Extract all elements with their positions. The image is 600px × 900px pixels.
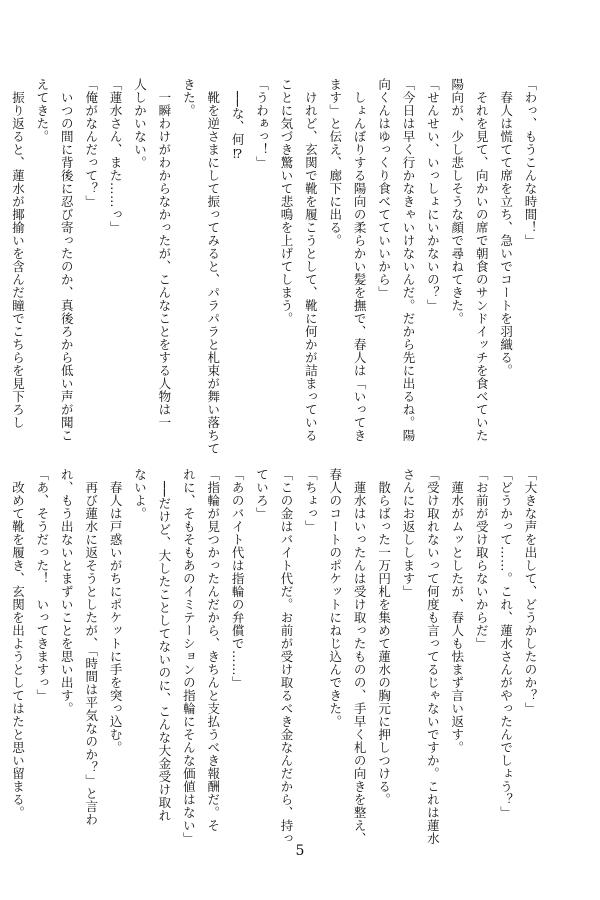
text-line: ことに気づき驚いて悲鳴を上げてしまう。 [278,78,294,325]
text-line: 蓮水はいったんは受け取ったものの、手早く札の向きを整え、 [352,468,368,845]
text-line: けれど、玄関で靴を履こうとして、靴に何かが詰まっている [303,78,319,442]
text-line: 「今日は早く行かなきゃいけないんだ。だから先に出るね。陽 [400,78,416,442]
text-line: れに、そもそもあのイミテーションの指輪にそんな価値はない」 [181,468,197,845]
text-line: 「あ、そうだった！ いってきますっ」 [34,468,50,702]
text-line: ます」と伝え、廊下に出る。 [327,78,343,247]
text-line: 蓮水がムッとしたが、春人も怯まず言い返す。 [449,468,465,754]
text-line: 再び蓮水に返そうとしたが、「時間は平気なのか？」と言わ [83,468,99,826]
text-line: 「わっ、もうこんな時間！」 [523,78,538,247]
text-line: ないよ。 [132,468,148,520]
text-line: 改めて靴を履き、玄関を出ようとしてはたと思い留まる。 [10,468,26,819]
text-line: 「指輪が見つかったんだから、きちんと支払うべき報酬だ。そ [205,468,221,832]
text-line: 春人のコートのポケットにねじ込んできた。 [327,468,343,728]
text-line: きた。 [181,78,197,117]
text-line: さんにお返しします」 [400,468,416,598]
text-line: 散らばった一万円札を集めて蓮水の胸元に押しつける。 [376,468,392,806]
text-line: 向くんはゆっくり食べてていいから」 [376,78,392,299]
text-line: 「この金はバイト代だ。お前が受け取るべき金なんだから、持っ [278,468,294,845]
text-line: れ、もう出ないとまずいことを思い出す。 [59,468,75,715]
text-line: 陽向が、少し悲しそうな顔で尋ねてきた。 [449,78,465,325]
text-line: 振り返ると、蓮水が揶揄いを含んだ瞳でこちらを見下ろし [10,78,26,429]
text-line: ていろ」 [254,468,270,520]
text-line: 「せんせい、いっしょにいかないの？」 [425,78,441,312]
text-line: 「俺がなんだって？」 [83,78,99,208]
text-line: 「蓮水さん、また……っ」 [108,78,124,234]
text-line: 春人は慌てて席を立ち、急いでコートを羽織る。 [498,78,514,377]
text-line: ──だけど、大したことしてないのに、こんな大金受け取れ [156,468,172,823]
text-line: 「ちょっ」 [303,468,319,533]
text-line: それを見て、向かいの席で朝食のサンドイッチを食べていた [474,78,490,442]
top-text-block [10,78,542,455]
page-number: 5 [295,843,305,859]
text-line: いつの間に背後に忍び寄ったのか、真後ろから低い声が聞こ [59,78,75,442]
text-line: 「お前が受け取らないからだ」 [474,468,490,650]
text-line: 「どうかって……。これ、蓮水さんがやったんでしょう？」 [498,468,514,819]
text-line: 一瞬わけがわからなかったが、こんなことをする人物は一 [156,78,172,429]
text-line: 人しかいない。 [132,78,148,169]
text-line: 「うわぁっ！」 [254,78,270,169]
text-line: えてきた。 [34,78,50,143]
text-line: 春人は戸惑いがちにポケットに手を突っ込む。 [108,468,124,754]
text-line: ──な、何⁉ [230,78,246,162]
bottom-text-block [10,468,542,845]
text-line: 「あのバイト代は指輪の弁償で……」 [230,468,246,689]
text-line: 靴を逆さまにして振ってみると、パラパラと札束が舞い落ちて [205,78,221,455]
text-line: 「大きな声を出して、どうかしたのか？」 [523,468,538,715]
text-line [0,468,5,828]
text-line: しょんぼりする陽向の柔らかい髪を撫で、春人は「いってき [352,78,368,442]
text-line: 「受け取れないって何度も言ってるじゃないですか。これは蓮水 [425,468,441,845]
